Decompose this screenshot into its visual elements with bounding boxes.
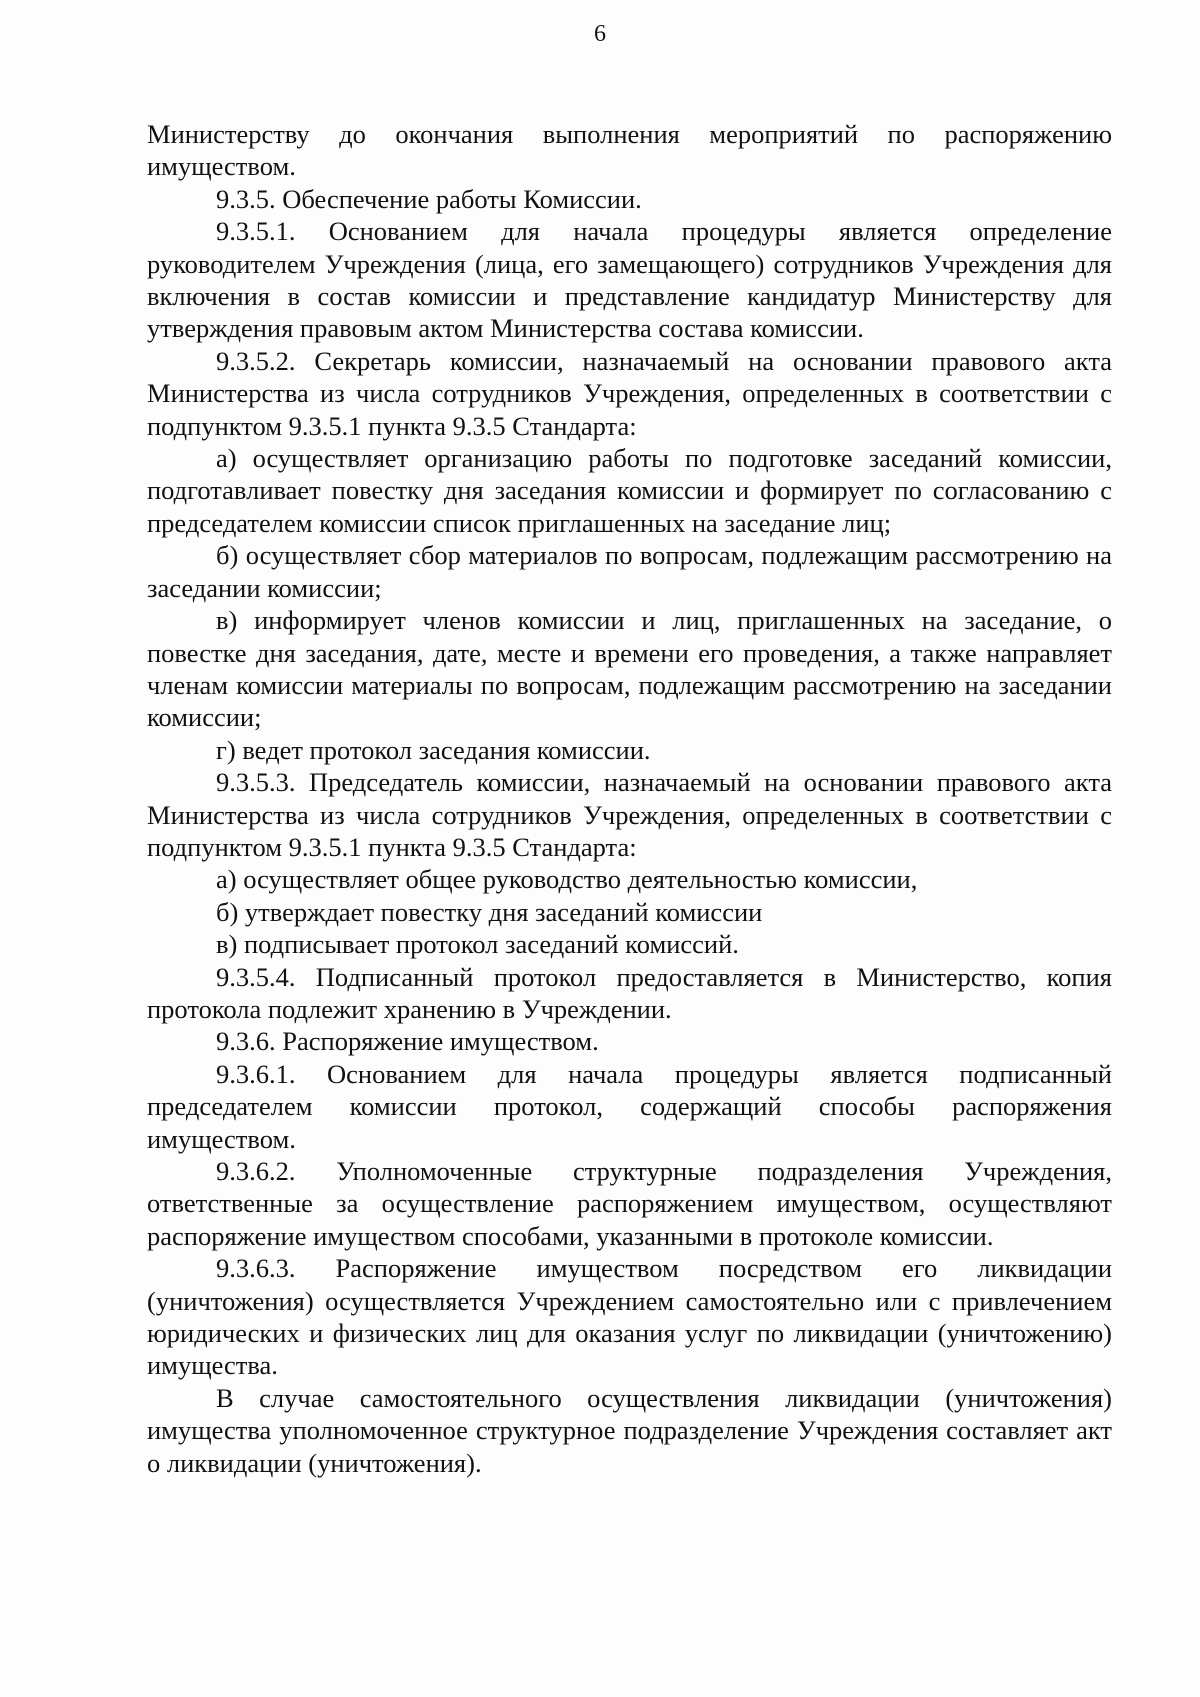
paragraph: а) осуществляет общее руководство деятельностью комиссии, — [216, 864, 918, 895]
paragraph: 9.3.6.3. Распоряжение имуществом посредством его ликвидации (уничтожения) осуществляется Учреждением самостоятельно или с привлечением юридических и физических лиц для оказания услуг по ликвидации (уничтожению) имущества. — [147, 1253, 1112, 1381]
page-number: 6 — [594, 21, 606, 47]
paragraph: 9.3.6. Распоряжение имуществом. — [216, 1026, 599, 1057]
paragraph: 9.3.5. Обеспечение работы Комиссии. — [216, 183, 642, 214]
paragraph: г) ведет протокол заседания комиссии. — [216, 734, 651, 765]
paragraph: 9.3.5.1. Основанием для начала процедуры является определение руководителем Учреждения (лица, его замещающего) сотрудников Учреждения для включения в состав комиссии и представление кандидатур Министерству для утверждения правовым актом Министерства состава комиссии. — [147, 216, 1112, 344]
paragraph: б) утверждает повестку дня заседаний комиссии — [216, 896, 763, 927]
paragraph: 9.3.5.4. Подписанный протокол предоставляется в Министерство, копия протокола подлежит хранению в Учреждении. — [147, 961, 1112, 1024]
paragraph: В случае самостоятельного осуществления ликвидации (уничтожения) имущества уполномоченное структурное подразделение Учреждения составляет акт о ликвидации (уничтожения). — [147, 1382, 1112, 1478]
paragraph: а) осуществляет организацию работы по подготовке заседаний комиссии, подготавливает повестку дня заседания комиссии и формирует по согласованию с председателем комиссии список приглашенных на заседание лиц; — [147, 443, 1112, 538]
paragraph: в) информирует членов комиссии и лиц, приглашенных на заседание, о повестке дня заседания, дате, месте и времени его проведения, а также направляет членам комиссии материалы по вопросам, подлежащим рассмотрению на заседании комиссии; — [147, 605, 1112, 733]
paragraph: б) осуществляет сбор материалов по вопросам, подлежащим рассмотрению на заседании комиссии; — [147, 540, 1112, 603]
paragraph: 9.3.6.1. Основанием для начала процедуры является подписанный председателем комиссии протокол, содержащий способы распоряжения имуществом. — [147, 1058, 1112, 1154]
paragraph: в) подписывает протокол заседаний комиссий. — [216, 929, 739, 960]
document-body — [147, 118, 1112, 1479]
paragraph: 9.3.5.3. Председатель комиссии, назначаемый на основании правового акта Министерства из числа сотрудников Учреждения, определенных в соответствии с подпунктом 9.3.5.1 пункта 9.3.5 Стандарта: — [147, 767, 1112, 862]
paragraph: 9.3.6.2. Уполномоченные структурные подразделения Учреждения, ответственные за осуществление распоряжением имуществом, осуществляют распоряжение имуществом способами, указанными в протоколе комиссии. — [147, 1156, 1112, 1251]
paragraph: 9.3.5.2. Секретарь комиссии, назначаемый на основании правового акта Министерства из числа сотрудников Учреждения, определенных в соответствии с подпунктом 9.3.5.1 пункта 9.3.5 Стандарта: — [147, 345, 1112, 441]
paragraph: Министерству до окончания выполнения мероприятий по распоряжению имуществом. — [147, 119, 1112, 182]
